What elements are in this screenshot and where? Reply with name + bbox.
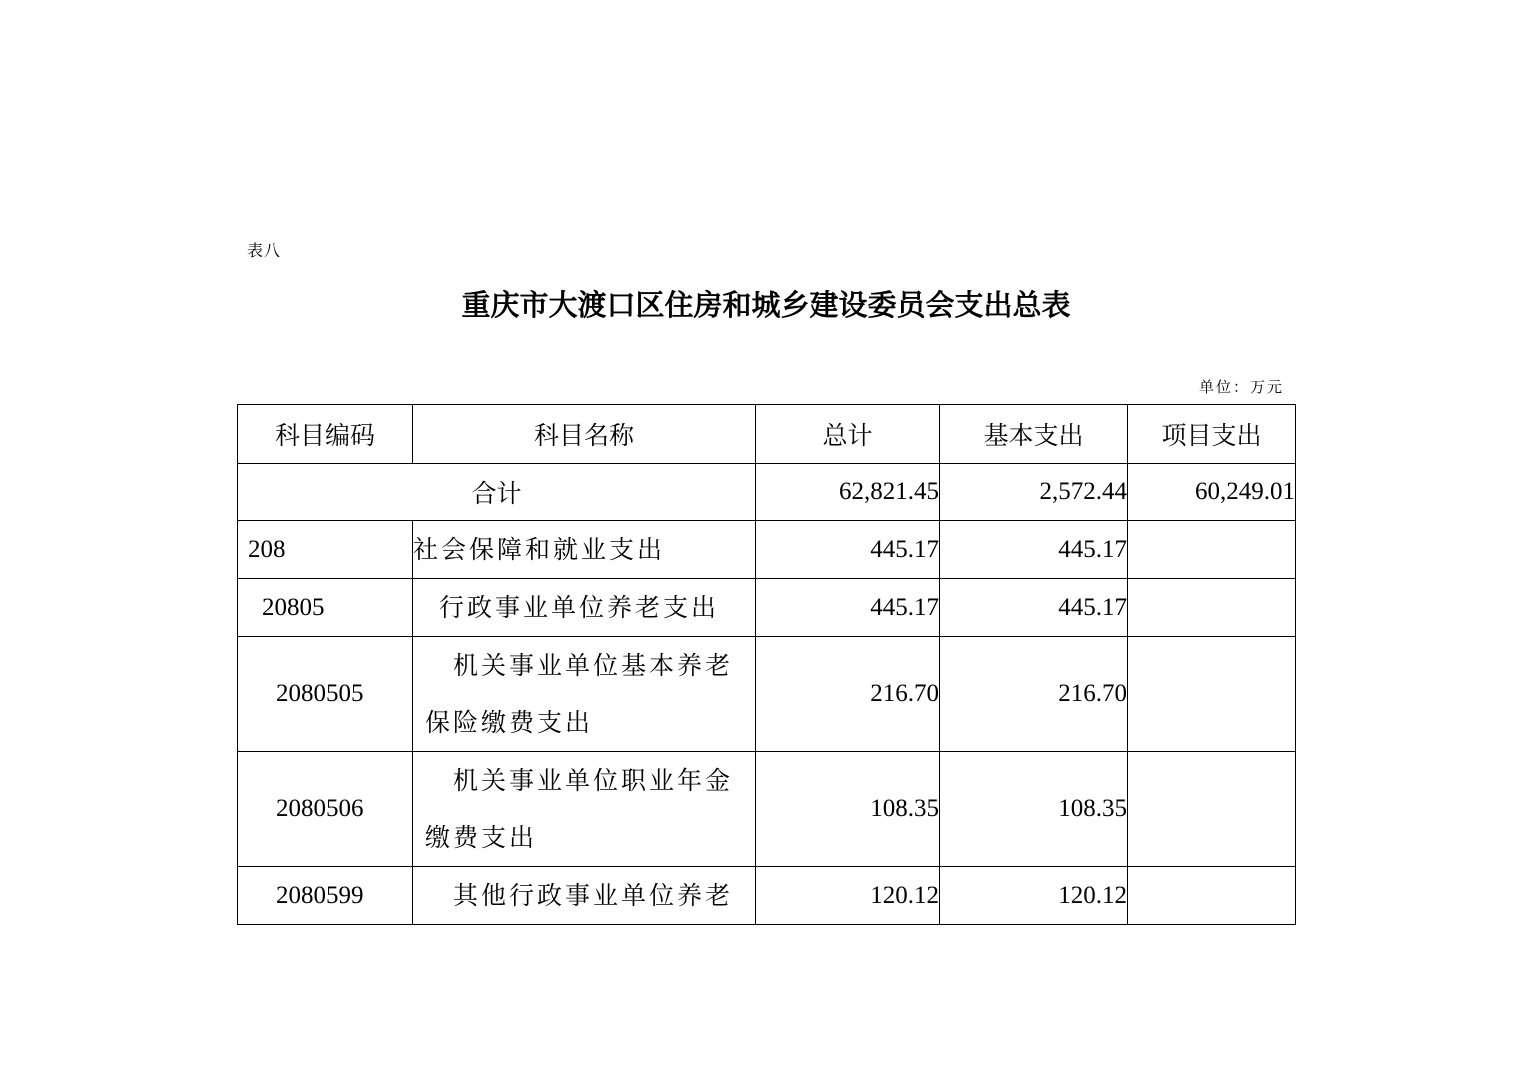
- row-project: [1128, 579, 1296, 637]
- row-name: 机关事业单位职业年金缴费支出: [413, 752, 756, 867]
- row-total: 445.17: [756, 579, 940, 637]
- table-row: [238, 579, 1296, 637]
- total-label: 合计: [238, 464, 756, 521]
- header-total: 总计: [756, 405, 940, 464]
- row-total: 216.70: [756, 637, 940, 752]
- row-project: [1128, 752, 1296, 867]
- row-name: 机关事业单位基本养老保险缴费支出: [413, 637, 756, 752]
- row-name: 行政事业单位养老支出: [413, 579, 756, 637]
- row-basic: 216.70: [940, 637, 1128, 752]
- total-basic: 2,572.44: [940, 464, 1128, 521]
- table-row: [238, 637, 1296, 752]
- total-row: [238, 464, 1296, 521]
- header-project: 项目支出: [1128, 405, 1296, 464]
- table-row: [238, 521, 1296, 579]
- row-basic: 445.17: [940, 579, 1128, 637]
- row-basic: 108.35: [940, 752, 1128, 867]
- row-code: 208: [238, 521, 413, 579]
- row-name: 社会保障和就业支出: [413, 521, 756, 579]
- unit-label: 单位：万元: [1198, 378, 1284, 396]
- row-basic: 445.17: [940, 521, 1128, 579]
- row-total: 120.12: [756, 867, 940, 925]
- table-row: [238, 867, 1296, 925]
- row-total: 445.17: [756, 521, 940, 579]
- row-total: 108.35: [756, 752, 940, 867]
- row-project: [1128, 867, 1296, 925]
- header-basic: 基本支出: [940, 405, 1128, 464]
- row-basic: 120.12: [940, 867, 1128, 925]
- row-project: [1128, 521, 1296, 579]
- row-code: 2080506: [238, 752, 413, 867]
- row-code: 2080599: [238, 867, 413, 925]
- table-header-row: [238, 405, 1296, 464]
- row-name: 其他行政事业单位养老: [413, 867, 756, 925]
- page-title: 重庆市大渡口区住房和城乡建设委员会支出总表: [461, 288, 1071, 322]
- header-code: 科目编码: [238, 405, 413, 464]
- table-row: [238, 752, 1296, 867]
- header-name: 科目名称: [413, 405, 756, 464]
- table-label: 表八: [247, 241, 282, 260]
- total-amount: 62,821.45: [756, 464, 940, 521]
- row-project: [1128, 637, 1296, 752]
- row-code: 2080505: [238, 637, 413, 752]
- row-code: 20805: [238, 579, 413, 637]
- expenditure-table: [237, 404, 1296, 925]
- total-project: 60,249.01: [1128, 464, 1296, 521]
